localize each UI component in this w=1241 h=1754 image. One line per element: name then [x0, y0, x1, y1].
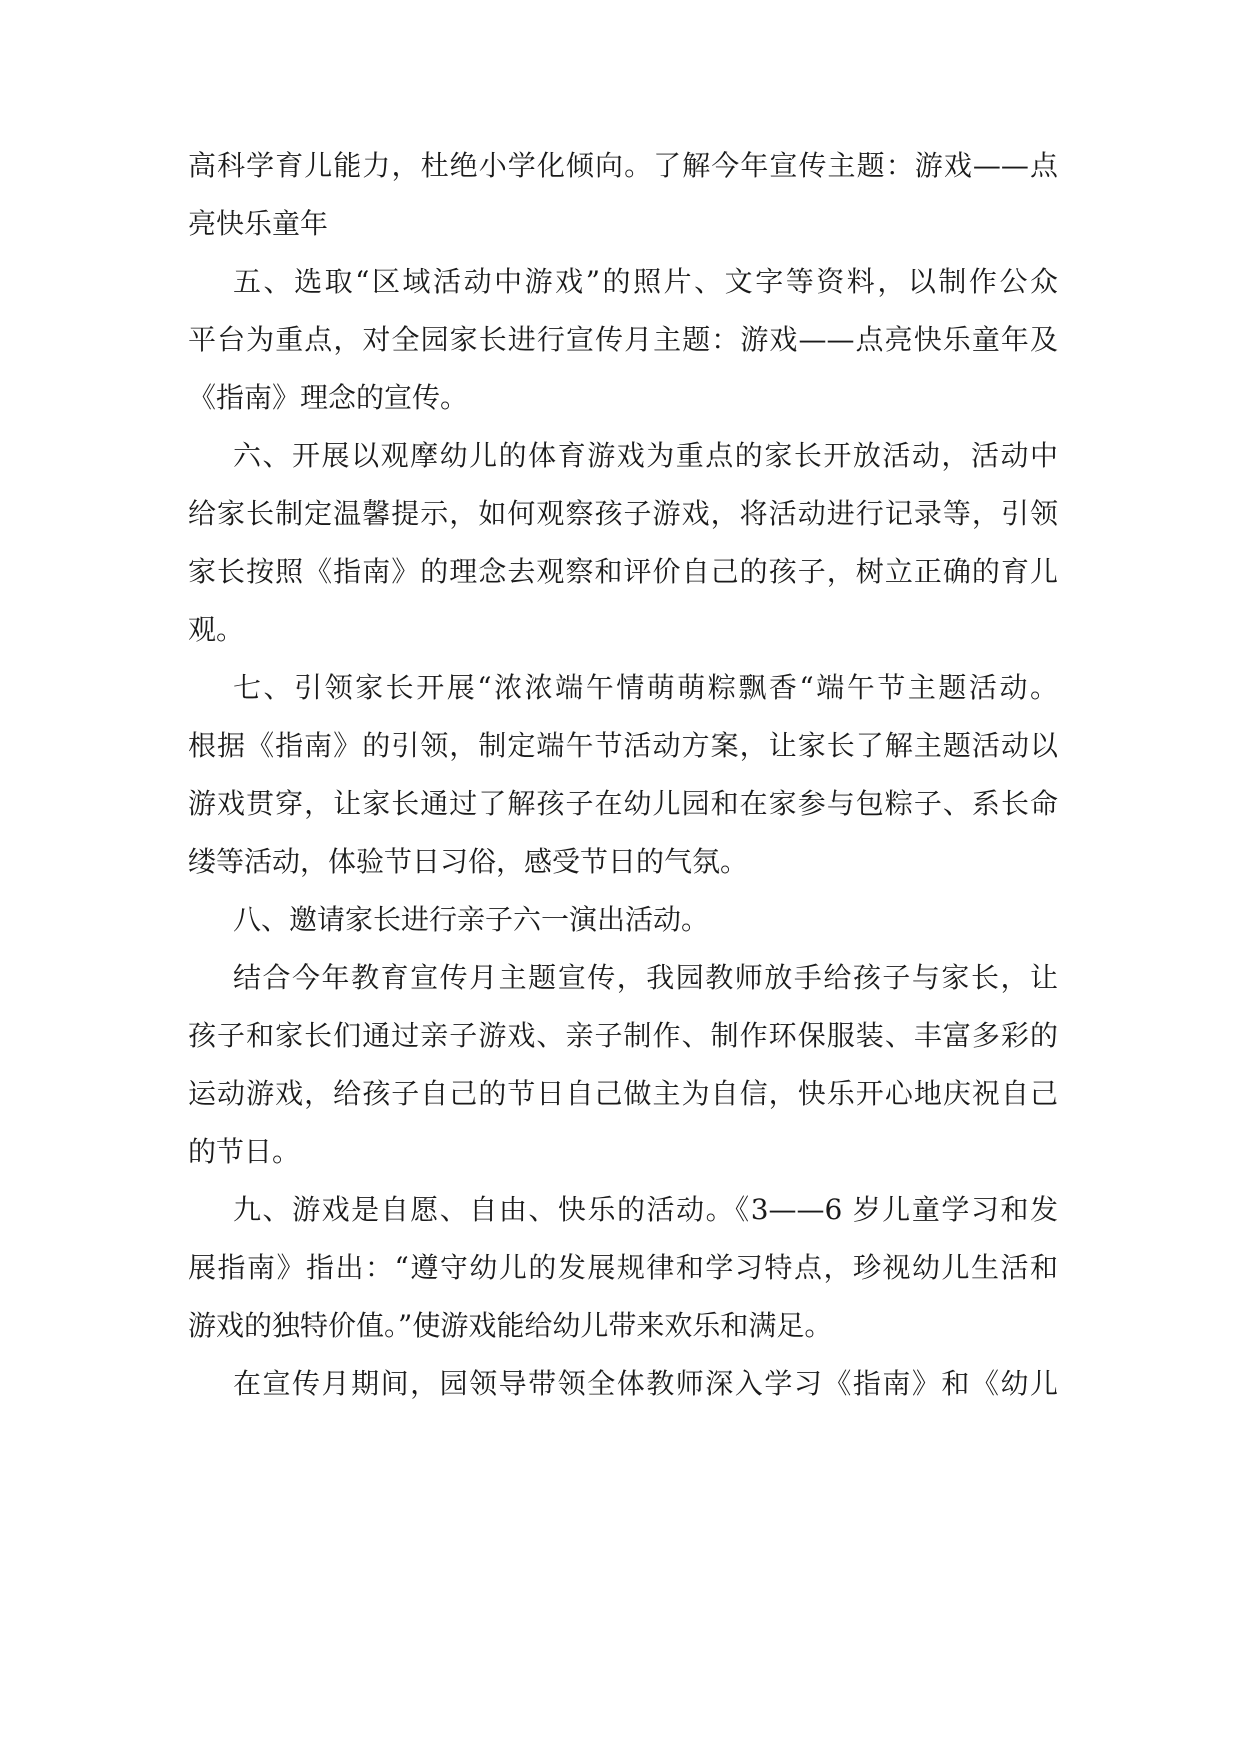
- text-line: 根据《指南》的引领，制定端午节活动方案，让家长了解主题活动以: [188, 729, 1058, 762]
- text-line: 观。: [188, 613, 245, 646]
- text-line: 平台为重点，对全园家长进行宣传月主题：游戏——点亮快乐童年及: [188, 323, 1058, 356]
- text-line: 运动游戏，给孩子自己的节日自己做主为自信，快乐开心地庆祝自己: [188, 1077, 1058, 1110]
- text-line: 家长按照《指南》的理念去观察和评价自己的孩子，树立正确的育儿: [188, 555, 1058, 588]
- text-line: 亮快乐童年: [188, 207, 329, 240]
- text-line: 缕等活动，体验节日习俗，感受节日的气氛。: [188, 845, 749, 878]
- text-line: 游戏贯穿，让家长通过了解孩子在幼儿园和在家参与包粽子、系长命: [188, 787, 1058, 820]
- paragraph-5-line: 五、选取“区域活动中游戏”的照片、文字等资料，以制作公众: [233, 265, 1058, 298]
- paragraph-line: 在宣传月期间，园领导带领全体教师深入学习《指南》和《幼儿: [233, 1367, 1058, 1400]
- text-line: 游戏的独特价值。”使游戏能给幼儿带来欢乐和满足。: [188, 1309, 833, 1342]
- text-line: 给家长制定温馨提示，如何观察孩子游戏，将活动进行记录等，引领: [188, 497, 1058, 530]
- paragraph-8-line: 八、邀请家长进行亲子六一演出活动。: [233, 903, 710, 936]
- text-line: 展指南》指出：“遵守幼儿的发展规律和学习特点，珍视幼儿生活和: [188, 1251, 1058, 1284]
- text-line: 孩子和家长们通过亲子游戏、亲子制作、制作环保服装、丰富多彩的: [188, 1019, 1058, 1052]
- paragraph-line: 结合今年教育宣传月主题宣传，我园教师放手给孩子与家长，让: [233, 961, 1058, 994]
- paragraph-7-line: 七、引领家长开展“浓浓端午情萌萌粽飘香“端午节主题活动。: [233, 671, 1058, 704]
- paragraph-9-line: 九、游戏是自愿、自由、快乐的活动。《3——6 岁儿童学习和发: [233, 1193, 1058, 1226]
- text-line: 的节日。: [188, 1135, 301, 1168]
- paragraph-6-line: 六、开展以观摩幼儿的体育游戏为重点的家长开放活动，活动中: [233, 439, 1058, 472]
- text-line: 高科学育儿能力，杜绝小学化倾向。了解今年宣传主题：游戏——点: [188, 149, 1058, 182]
- text-line: 《指南》理念的宣传。: [188, 381, 469, 414]
